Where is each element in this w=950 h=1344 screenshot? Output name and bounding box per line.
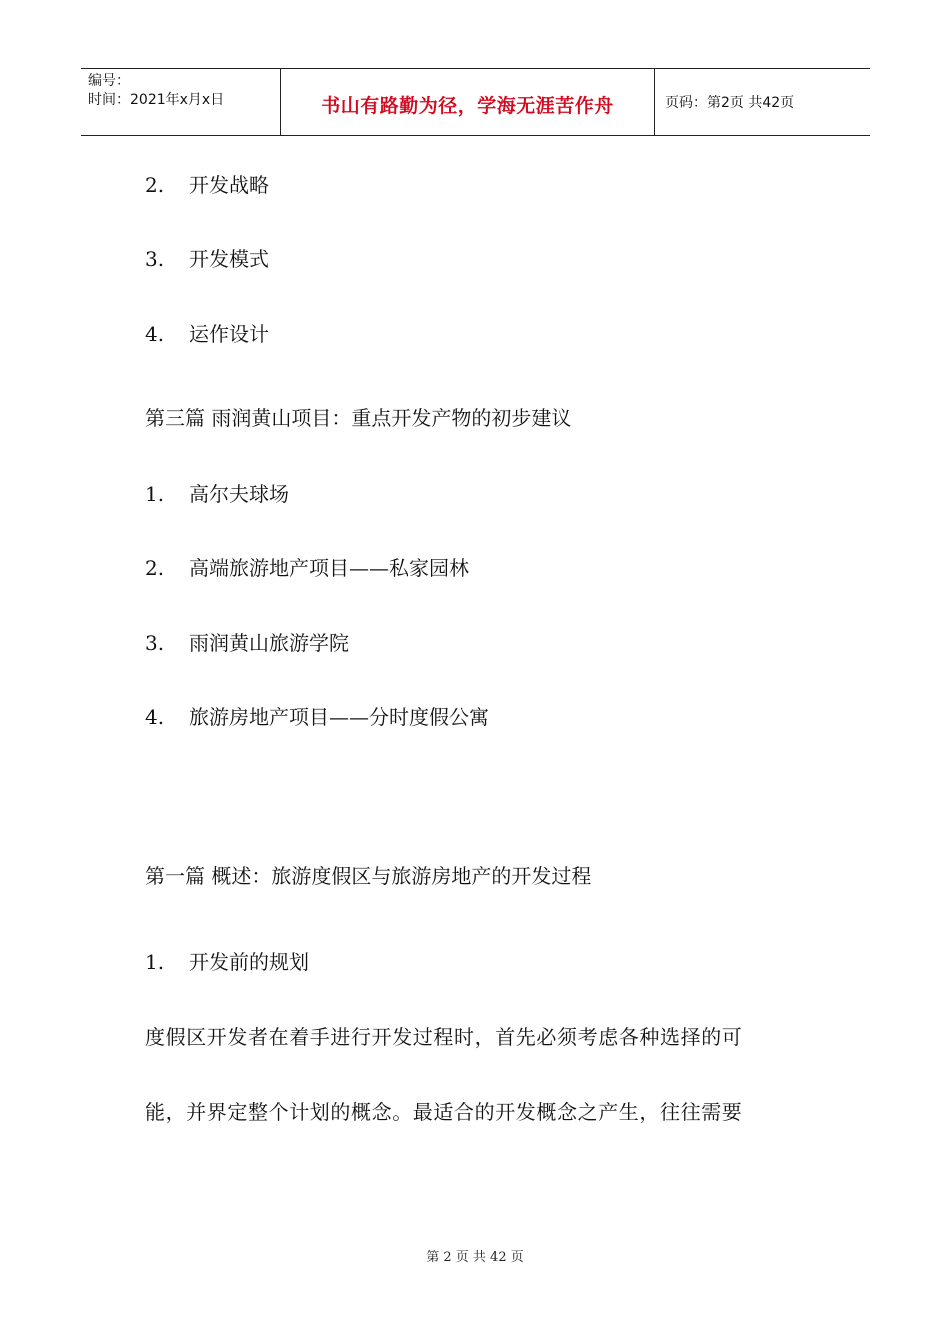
header-page-info: 页码：第2页 共42页 [665, 95, 795, 111]
document-date-label: 时间：2021年x月x日 [88, 92, 225, 108]
section-heading: 第一篇 概述：旅游度假区与旅游房地产的开发过程 [145, 864, 592, 888]
header-page-cell [655, 69, 870, 135]
list-item [145, 245, 269, 273]
list-number: 3. [145, 247, 165, 271]
list-number: 2. [145, 173, 165, 197]
page-header [81, 68, 870, 136]
list-item [145, 171, 269, 199]
page-footer: 第 2 页 共 42 页 [426, 1250, 524, 1265]
list-text: 开发前的规划 [189, 950, 309, 974]
list-item [145, 320, 269, 348]
list-number: 1. [145, 482, 165, 506]
list-number: 4. [145, 322, 165, 346]
header-motto-cell [281, 69, 655, 135]
list-number: 3. [145, 631, 165, 655]
list-text: 高端旅游地产项目——私家园林 [189, 556, 469, 580]
list-number: 2. [145, 556, 165, 580]
header-meta-cell [81, 69, 281, 135]
list-number: 1. [145, 950, 165, 974]
list-item [145, 948, 309, 976]
list-item [145, 629, 349, 657]
document-code-label: 编号： [88, 73, 130, 89]
list-text: 开发战略 [189, 173, 269, 197]
paragraph-line: 度假区开发者在着手进行开发过程时，首先必须考虑各种选择的可 [145, 1025, 743, 1049]
list-item [145, 480, 289, 508]
list-text: 开发模式 [189, 247, 269, 271]
list-text: 旅游房地产项目——分时度假公寓 [189, 705, 489, 729]
section-heading: 第三篇 雨润黄山项目：重点开发产物的初步建议 [145, 406, 572, 430]
list-number: 4. [145, 705, 165, 729]
list-item [145, 554, 469, 582]
list-item [145, 703, 489, 731]
header-motto: 书山有路勤为径，学海无涯苦作舟 [321, 94, 614, 117]
list-text: 雨润黄山旅游学院 [189, 631, 349, 655]
list-text: 运作设计 [189, 322, 269, 346]
list-text: 高尔夫球场 [189, 482, 289, 506]
paragraph-line: 能，并界定整个计划的概念。最适合的开发概念之产生，往往需要 [145, 1100, 743, 1124]
